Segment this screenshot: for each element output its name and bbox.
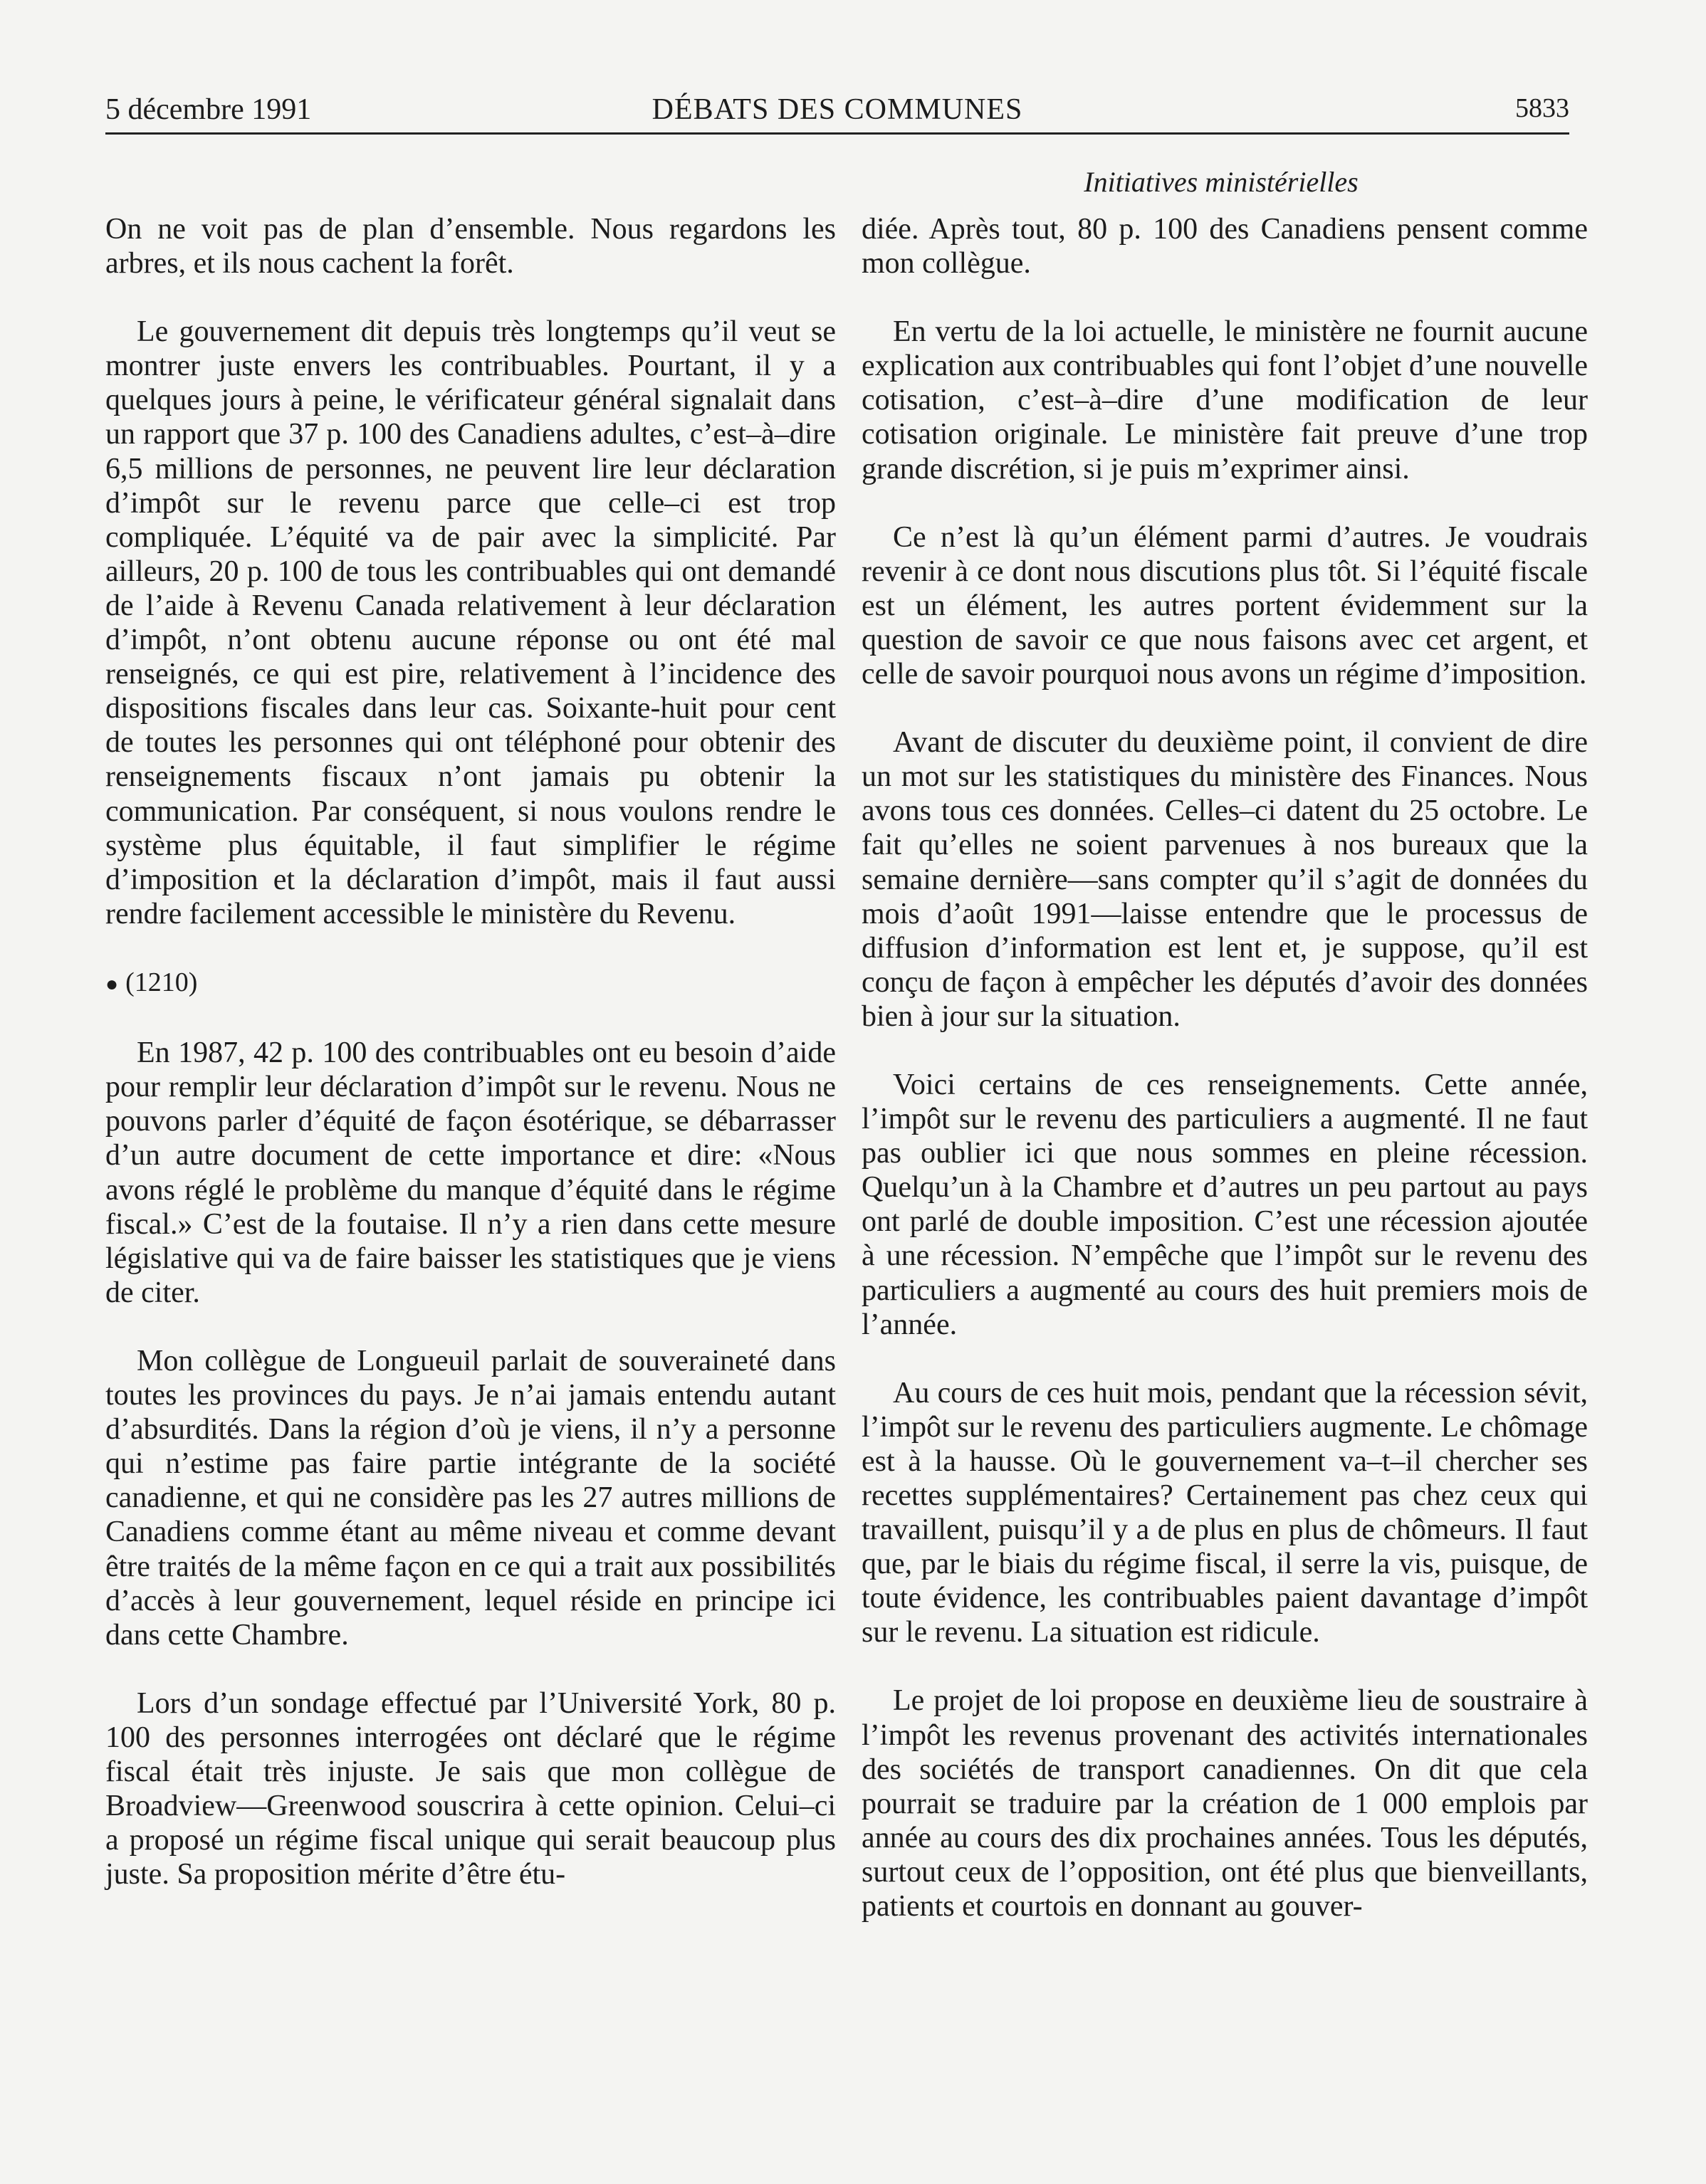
page-number: 5833 [1515,93,1569,123]
paragraph: Le gouvernement dit depuis très longtemps qu’il veut se montrer juste envers les contribuables. Pourtant, il y a quelques jours à peine, le vérificateur général signalait dans un rapport que 37 p. 100 des Canadiens adultes, c’est–à–dire 6,5 millions de personnes, ne peuvent lire leur déclaration d’impôt sur le revenu parce que celle–ci est trop compliquée. L’équité va de pair avec la simplicité. Par ailleurs, 20 p. 100 de tous les contribuables qui ont demandé de l’aide à Revenu Canada relativement à leur déclaration d’impôt, n’ont obtenu aucune réponse ou ont été mal renseignés, ce qui est pire, relativement à l’incidence des dispositions fiscales dans leur cas. Soixante-huit pour cent de toutes les personnes qui ont téléphoné pour obtenir des renseignements fiscaux n’ont jamais pu obtenir la communication. Par conséquent, si nous voulons rendre le système plus équitable, il faut simplifier le régime d’imposition et la déclaration d’impôt, mais il faut aussi rendre facilement accessible le ministère du Revenu. [105,315,836,930]
header-date: 5 décembre 1991 [105,93,312,126]
bullet-icon: ● [105,972,119,997]
paragraph: On ne voit pas de plan d’ensemble. Nous regardons les arbres, et ils nous cachent la forêt. [105,213,836,280]
time-marker [105,965,836,1002]
right-column [862,212,1588,1958]
paragraph: En vertu de la loi actuelle, le ministère ne fournit aucune explication aux contribuables qui font l’objet d’une nouvelle cotisation, c’est–à–dire d’une modification de leur cotisation originale. Le ministère fait preuve d’une trop grande discrétion, si je puis m’exprimer ainsi. [862,315,1588,485]
paragraph: diée. Après tout, 80 p. 100 des Canadiens pensent comme mon collègue. [862,213,1588,280]
paragraph: Lors d’un sondage effectué par l’Université York, 80 p. 100 des personnes interrogées ont déclaré que le régime fiscal était très injuste. Je sais que mon collègue de Broadview—Greenwood souscrira à cette opinion. Celui–ci a proposé un régime fiscal unique qui serait beaucoup plus juste. Sa proposition mérite d’être étu- [105,1686,836,1891]
paragraph: Mon collègue de Longueuil parlait de souveraineté dans toutes les provinces du pays. Je n’ai jamais entendu autant d’absurdités. Dans la région d’où je viens, il n’y a personne qui n’estime pas faire partie intégrante de la société canadienne, et qui ne considère pas les 27 autres millions de Canadiens comme étant au même niveau et comme devant être traités de la même façon en ce qui a trait aux possibilités d’accès à leur gouvernement, lequel réside en principe ici dans cette Chambre. [105,1344,836,1652]
paragraph: Au cours de ces huit mois, pendant que la récession sévit, l’impôt sur le revenu des particuliers augmente. Le chômage est à la hausse. Où le gouvernement va–t–il chercher ses recettes supplémentaires? Certainement pas chez ceux qui travaillent, puisqu’il y a de plus en plus de chômeurs. Il faut que, par le biais du régime fiscal, il serre la vis, puisque, de toute évidence, les contribuables paient davantage d’impôt sur le revenu. La situation est ridicule. [862,1376,1588,1649]
time-marker-text: (1210) [125,967,198,997]
header-title: DÉBATS DES COMMUNES [651,93,1023,126]
paragraph: Le projet de loi propose en deuxième lieu de soustraire à l’impôt les revenus provenant des activités internationales des sociétés de transport canadiennes. On dit que cela pourrait se traduire par la création de 1 000 emplois par année au cours des dix prochaines années. Tous les députés, surtout ceux de l’opposition, ont été plus que bienveillants, patients et courtois en donnant au gouver- [862,1684,1588,1923]
page-header [105,90,1569,135]
left-column [105,212,836,1926]
section-label: Initiatives ministérielles [1084,166,1359,198]
paragraph: En 1987, 42 p. 100 des contribuables ont eu besoin d’aide pour remplir leur déclaration d’impôt sur le revenu. Nous ne pouvons parler d’équité de façon ésotérique, se débarrasser d’un autre document de cette importance et dire: «Nous avons réglé le problème du manque d’équité dans le régime fiscal.» C’est de la foutaise. Il n’y a rien dans cette mesure législative qui va de faire baisser les statistiques que je viens de citer. [105,1036,836,1309]
paragraph: Avant de discuter du deuxième point, il convient de dire un mot sur les statistiques du ministère des Finances. Nous avons tous ces données. Celles–ci datent du 25 octobre. Le fait qu’elles ne soient parvenues à nos bureaux que la semaine dernière—sans compter qu’il s’agit de données du mois d’août 1991—laisse entendre que le processus de diffusion d’information est lent et, je suppose, qu’il est conçu de façon à empêcher les députés d’avoir des données bien à jour sur la situation. [862,726,1588,1033]
paragraph: Ce n’est là qu’un élément parmi d’autres. Je voudrais revenir à ce dont nous discutions plus tôt. Si l’équité fiscale est un élément, les autres portent évidemment sur la question de savoir ce que nous faisons avec cet argent, et celle de savoir pourquoi nous avons un régime d’imposition. [862,520,1588,691]
paragraph: Voici certains de ces renseignements. Cette année, l’impôt sur le revenu des particuliers a augmenté. Il ne faut pas oublier ici que nous sommes en pleine récession. Quelqu’un à la Chambre et d’autres un peu partout au pays ont parlé de double imposition. C’est une récession ajoutée à une récession. N’empêche que l’impôt sur le revenu des particuliers a augmenté au cours des huit premiers mois de l’année. [862,1068,1588,1341]
